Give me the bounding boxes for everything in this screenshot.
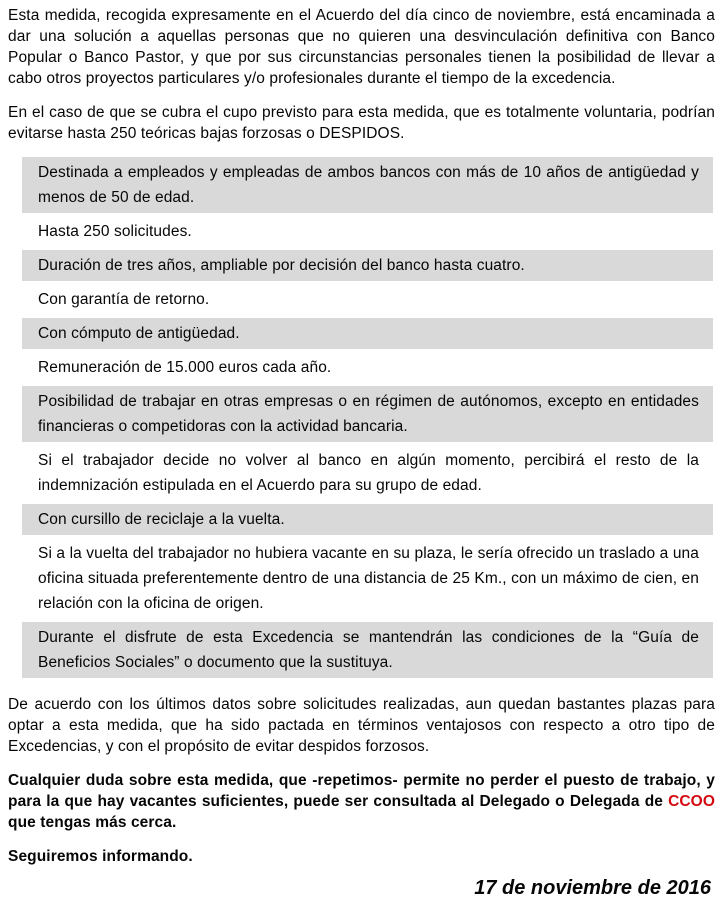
benefit-item: Remuneración de 15.000 euros cada año. xyxy=(38,359,332,376)
intro-paragraph-2: En el caso de que se cubra el cupo previsto para esta medida, que es totalmente voluntaria, podrían evitarse hasta 250 teóricas bajas forzosas o DESPIDOS. xyxy=(8,104,715,142)
contact-text-before: Cualquier duda sobre esta medida, que -repetimos- permite no perder el puesto de trabajo, y para la que hay vacantes suficientes, puede ser consultada al Delegado o Delegada de xyxy=(8,772,715,810)
benefit-item: Si a la vuelta del trabajador no hubiera vacante en su plaza, le sería ofrecido un traslado a una oficina situada preferentemente dentro de una distancia de 25 Km., con un máximo de cien, en relación con la oficina de origen. xyxy=(38,545,699,612)
closing-paragraph: De acuerdo con los últimos datos sobre solicitudes realizadas, aun quedan bastantes plazas para optar a esta medida, que ha sido pactada en términos ventajosos con respecto a otro tipo de Excedencias, y con el propósito de evitar despidos forzosos. xyxy=(8,696,715,755)
document-date: 17 de noviembre de 2016 xyxy=(474,877,711,899)
ccoo-union-name: CCOO xyxy=(668,793,715,810)
contact-text-after: que tengas más cerca. xyxy=(8,814,177,831)
benefit-item: Durante el disfrute de esta Excedencia se mantendrán las condiciones de la “Guía de Beneficios Sociales” o documento que la sustituya. xyxy=(22,622,713,678)
contact-paragraph xyxy=(8,770,715,833)
benefit-item: Si el trabajador decide no volver al banco en algún momento, percibirá el resto de la indemnización estipulada en el Acuerdo para su grupo de edad. xyxy=(38,452,699,494)
benefit-item: Destinada a empleados y empleadas de ambos bancos con más de 10 años de antigüedad y menos de 50 de edad. xyxy=(22,157,713,213)
benefit-item: Con cursillo de reciclaje a la vuelta. xyxy=(22,504,713,535)
benefit-item: Con garantía de retorno. xyxy=(38,291,210,308)
benefits-list xyxy=(22,157,713,678)
benefit-item: Posibilidad de trabajar en otras empresas o en régimen de autónomos, excepto en entidades financieras o competidoras con la actividad bancaria. xyxy=(22,386,713,442)
intro-paragraph-1: Esta medida, recogida expresamente en el Acuerdo del día cinco de noviembre, está encaminada a dar una solución a aquellas personas que no quieren una desvinculación definitiva con Banco Popular o Banco Pastor, y que por sus circunstancias personales tienen la posibilidad de llevar a cabo otros proyectos particulares y/o profesionales durante el tiempo de la excedencia. xyxy=(8,7,715,87)
benefit-item: Hasta 250 solicitudes. xyxy=(38,223,192,240)
benefit-item: Duración de tres años, ampliable por decisión del banco hasta cuatro. xyxy=(22,250,713,281)
benefit-item: Con cómputo de antigüedad. xyxy=(22,318,713,349)
signoff-text: Seguiremos informando. xyxy=(8,848,193,865)
